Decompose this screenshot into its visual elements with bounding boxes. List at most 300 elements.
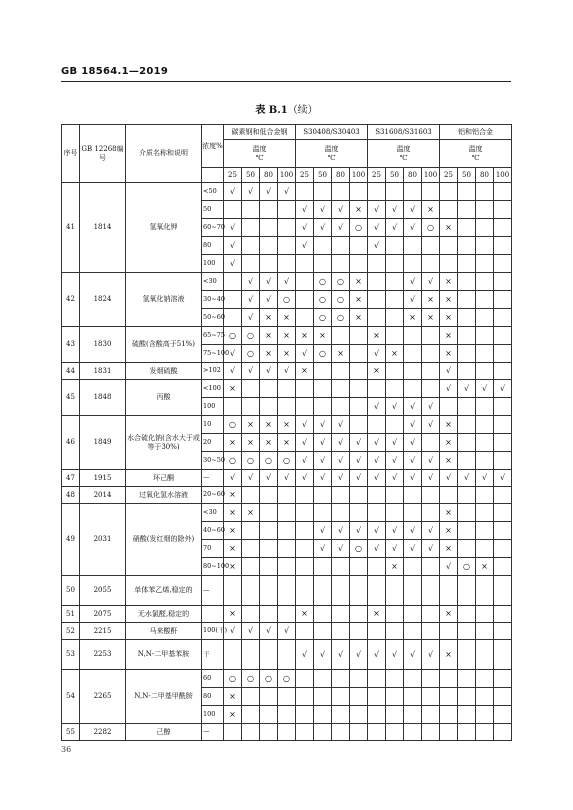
- resistance-mark-cell: [422, 327, 440, 345]
- resistance-mark-cell: [260, 558, 278, 576]
- resistance-mark-cell: [368, 416, 386, 434]
- resistance-mark-cell: [458, 183, 476, 201]
- resistance-mark-cell: [332, 688, 350, 706]
- resistance-mark-cell: [242, 380, 260, 398]
- resistance-mark-cell: √: [278, 273, 296, 291]
- resistance-mark-cell: ×: [368, 327, 386, 345]
- resistance-mark-cell: [350, 558, 368, 576]
- medium-cell: 硝酸(发红烟的除外): [126, 504, 202, 576]
- resistance-mark-cell: [368, 724, 386, 741]
- code-cell: 1915: [80, 470, 126, 487]
- code-cell: 2215: [80, 623, 126, 640]
- resistance-mark-cell: [350, 416, 368, 434]
- resistance-mark-cell: [494, 670, 512, 688]
- resistance-mark-cell: √: [350, 452, 368, 470]
- resistance-mark-cell: [278, 380, 296, 398]
- concentration-cell: 50~60: [202, 309, 224, 327]
- resistance-mark-cell: [350, 706, 368, 724]
- resistance-mark-cell: √: [386, 640, 404, 670]
- resistance-mark-cell: [494, 504, 512, 522]
- resistance-mark-cell: [242, 688, 260, 706]
- resistance-mark-cell: [494, 291, 512, 309]
- concentration-cell: 干: [202, 640, 224, 670]
- header-group-aluminum: 铝和铝合金: [440, 125, 512, 140]
- resistance-mark-cell: √: [224, 237, 242, 255]
- resistance-mark-cell: [296, 558, 314, 576]
- header-temperature-value: 50: [458, 168, 476, 183]
- medium-cell: 己醇: [126, 724, 202, 741]
- resistance-mark-cell: [458, 327, 476, 345]
- resistance-mark-cell: [494, 522, 512, 540]
- resistance-mark-cell: [296, 487, 314, 504]
- resistance-mark-cell: [278, 540, 296, 558]
- resistance-mark-cell: [458, 255, 476, 273]
- resistance-mark-cell: [260, 522, 278, 540]
- resistance-mark-cell: ×: [440, 291, 458, 309]
- resistance-mark-cell: [422, 576, 440, 606]
- resistance-mark-cell: [368, 558, 386, 576]
- resistance-mark-cell: ○: [458, 558, 476, 576]
- resistance-mark-cell: [296, 255, 314, 273]
- seq-cell: 47: [62, 470, 80, 487]
- temperature-label: 温度: [396, 145, 411, 154]
- resistance-mark-cell: √: [296, 452, 314, 470]
- resistance-mark-cell: [278, 706, 296, 724]
- resistance-mark-cell: √: [260, 273, 278, 291]
- resistance-mark-cell: [368, 706, 386, 724]
- medium-cell: N,N-二甲基苯胺: [126, 640, 202, 670]
- resistance-mark-cell: [332, 724, 350, 741]
- resistance-mark-cell: ×: [440, 345, 458, 363]
- resistance-mark-cell: [476, 623, 494, 640]
- resistance-mark-cell: [476, 540, 494, 558]
- resistance-mark-cell: [314, 688, 332, 706]
- temperature-unit: ℃: [255, 153, 264, 162]
- seq-cell: 46: [62, 416, 80, 470]
- resistance-mark-cell: [422, 363, 440, 380]
- resistance-mark-cell: [422, 255, 440, 273]
- resistance-mark-cell: √: [368, 452, 386, 470]
- resistance-mark-cell: [404, 327, 422, 345]
- resistance-mark-cell: √: [404, 201, 422, 219]
- resistance-mark-cell: [314, 487, 332, 504]
- resistance-mark-cell: ×: [224, 606, 242, 623]
- resistance-mark-cell: [368, 273, 386, 291]
- resistance-mark-cell: [386, 576, 404, 606]
- resistance-mark-cell: [242, 706, 260, 724]
- table-row: [62, 504, 512, 522]
- resistance-mark-cell: √: [332, 470, 350, 487]
- resistance-mark-cell: [350, 504, 368, 522]
- resistance-mark-cell: ×: [422, 291, 440, 309]
- resistance-mark-cell: [458, 670, 476, 688]
- temperature-label: 温度: [468, 145, 483, 154]
- concentration-cell: <30: [202, 273, 224, 291]
- resistance-mark-cell: [224, 640, 242, 670]
- resistance-mark-cell: [224, 724, 242, 741]
- resistance-mark-cell: [368, 309, 386, 327]
- resistance-mark-cell: ○: [224, 452, 242, 470]
- resistance-mark-cell: ×: [278, 345, 296, 363]
- concentration-cell: 30~40: [202, 291, 224, 309]
- code-cell: 1848: [80, 380, 126, 416]
- resistance-mark-cell: √: [404, 434, 422, 452]
- table-row: [62, 470, 512, 487]
- resistance-mark-cell: √: [368, 470, 386, 487]
- resistance-mark-cell: √: [242, 273, 260, 291]
- resistance-mark-cell: [494, 309, 512, 327]
- resistance-mark-cell: √: [404, 470, 422, 487]
- resistance-mark-cell: ×: [440, 522, 458, 540]
- resistance-mark-cell: [242, 540, 260, 558]
- resistance-mark-cell: ×: [224, 380, 242, 398]
- resistance-mark-cell: [260, 255, 278, 273]
- resistance-mark-cell: √: [314, 452, 332, 470]
- concentration-cell: 100: [202, 706, 224, 724]
- resistance-mark-cell: ×: [296, 363, 314, 380]
- resistance-mark-cell: [368, 255, 386, 273]
- resistance-mark-cell: [494, 706, 512, 724]
- resistance-mark-cell: ○: [224, 670, 242, 688]
- header-group-s30408: S30408/S30403: [296, 125, 368, 140]
- resistance-mark-cell: [404, 363, 422, 380]
- resistance-mark-cell: √: [260, 470, 278, 487]
- resistance-mark-cell: [260, 504, 278, 522]
- resistance-mark-cell: √: [368, 540, 386, 558]
- resistance-mark-cell: [296, 380, 314, 398]
- resistance-mark-cell: √: [296, 470, 314, 487]
- code-cell: 2282: [80, 724, 126, 741]
- resistance-mark-cell: ×: [422, 201, 440, 219]
- table-title: [0, 101, 573, 116]
- resistance-mark-cell: √: [296, 219, 314, 237]
- seq-cell: 50: [62, 576, 80, 606]
- seq-cell: 41: [62, 183, 80, 273]
- resistance-mark-cell: [422, 183, 440, 201]
- resistance-mark-cell: ○: [260, 670, 278, 688]
- resistance-mark-cell: [386, 416, 404, 434]
- resistance-mark-cell: [476, 434, 494, 452]
- resistance-mark-cell: √: [260, 291, 278, 309]
- resistance-mark-cell: [404, 606, 422, 623]
- table-row: [62, 724, 512, 741]
- resistance-mark-cell: [242, 487, 260, 504]
- resistance-mark-cell: √: [224, 255, 242, 273]
- resistance-mark-cell: [368, 487, 386, 504]
- resistance-mark-cell: √: [494, 380, 512, 398]
- resistance-mark-cell: [476, 487, 494, 504]
- resistance-mark-cell: [476, 706, 494, 724]
- resistance-mark-cell: [332, 327, 350, 345]
- header-temperature-value: 80: [404, 168, 422, 183]
- table-row: [62, 576, 512, 606]
- resistance-mark-cell: [404, 237, 422, 255]
- concentration-cell: 65~75: [202, 327, 224, 345]
- resistance-mark-cell: [476, 724, 494, 741]
- resistance-mark-cell: ×: [224, 688, 242, 706]
- resistance-mark-cell: √: [386, 219, 404, 237]
- resistance-mark-cell: ×: [440, 640, 458, 670]
- resistance-mark-cell: [278, 487, 296, 504]
- resistance-mark-cell: √: [404, 273, 422, 291]
- concentration-cell: 80: [202, 237, 224, 255]
- resistance-mark-cell: [404, 623, 422, 640]
- resistance-mark-cell: √: [440, 380, 458, 398]
- medium-cell: 马来酸酐: [126, 623, 202, 640]
- resistance-mark-cell: ×: [260, 309, 278, 327]
- concentration-cell: >102: [202, 363, 224, 380]
- resistance-mark-cell: [350, 327, 368, 345]
- resistance-mark-cell: [494, 201, 512, 219]
- resistance-mark-cell: √: [332, 434, 350, 452]
- resistance-mark-cell: ×: [260, 416, 278, 434]
- seq-cell: 51: [62, 606, 80, 623]
- concentration-cell: <100: [202, 380, 224, 398]
- table-row: [62, 670, 512, 688]
- resistance-mark-cell: [422, 434, 440, 452]
- resistance-mark-cell: [332, 380, 350, 398]
- resistance-mark-cell: [260, 540, 278, 558]
- resistance-mark-cell: √: [278, 470, 296, 487]
- resistance-mark-cell: ○: [332, 309, 350, 327]
- resistance-mark-cell: ×: [260, 345, 278, 363]
- resistance-mark-cell: [494, 183, 512, 201]
- resistance-mark-cell: [224, 398, 242, 416]
- resistance-mark-cell: √: [260, 623, 278, 640]
- resistance-mark-cell: [422, 706, 440, 724]
- header-concentration: 浓度%: [202, 125, 224, 168]
- header-group-s31608: S31608/S31603: [368, 125, 440, 140]
- resistance-mark-cell: [404, 706, 422, 724]
- resistance-mark-cell: √: [314, 219, 332, 237]
- resistance-mark-cell: √: [350, 470, 368, 487]
- resistance-mark-cell: ○: [350, 540, 368, 558]
- resistance-mark-cell: [440, 724, 458, 741]
- resistance-mark-cell: [386, 504, 404, 522]
- resistance-mark-cell: [458, 398, 476, 416]
- resistance-mark-cell: [386, 380, 404, 398]
- resistance-mark-cell: √: [260, 363, 278, 380]
- resistance-mark-cell: [440, 487, 458, 504]
- resistance-mark-cell: [386, 487, 404, 504]
- resistance-mark-cell: √: [440, 558, 458, 576]
- resistance-mark-cell: ○: [332, 273, 350, 291]
- resistance-mark-cell: [368, 291, 386, 309]
- resistance-mark-cell: [494, 273, 512, 291]
- resistance-mark-cell: [386, 363, 404, 380]
- resistance-mark-cell: [476, 398, 494, 416]
- code-cell: 1830: [80, 327, 126, 363]
- resistance-mark-cell: [278, 504, 296, 522]
- table-title-continued: （续）: [287, 105, 318, 116]
- resistance-mark-cell: ×: [224, 434, 242, 452]
- resistance-mark-cell: [440, 623, 458, 640]
- header-divider: [61, 81, 511, 82]
- resistance-mark-cell: [350, 724, 368, 741]
- resistance-mark-cell: √: [314, 522, 332, 540]
- resistance-mark-cell: [242, 640, 260, 670]
- resistance-mark-cell: [332, 606, 350, 623]
- medium-cell: 氢氧化钾: [126, 183, 202, 273]
- resistance-mark-cell: [242, 201, 260, 219]
- resistance-mark-cell: ×: [260, 327, 278, 345]
- resistance-mark-cell: ×: [386, 345, 404, 363]
- resistance-mark-cell: [260, 706, 278, 724]
- header-temperature-value: 25: [368, 168, 386, 183]
- resistance-mark-cell: [404, 345, 422, 363]
- resistance-mark-cell: √: [422, 273, 440, 291]
- concentration-cell: 100: [202, 398, 224, 416]
- resistance-mark-cell: [386, 237, 404, 255]
- resistance-mark-cell: [224, 576, 242, 606]
- resistance-mark-cell: [476, 345, 494, 363]
- header-temperature-value: 50: [314, 168, 332, 183]
- resistance-mark-cell: √: [314, 201, 332, 219]
- code-cell: 1814: [80, 183, 126, 273]
- resistance-mark-cell: [494, 724, 512, 741]
- resistance-mark-cell: [332, 706, 350, 724]
- resistance-mark-cell: [476, 291, 494, 309]
- concentration-cell: 20~60: [202, 487, 224, 504]
- resistance-mark-cell: √: [332, 640, 350, 670]
- header-temperature-value: 100: [422, 168, 440, 183]
- resistance-mark-cell: [350, 183, 368, 201]
- resistance-mark-cell: [494, 452, 512, 470]
- resistance-mark-cell: [404, 670, 422, 688]
- resistance-mark-cell: [350, 345, 368, 363]
- temperature-unit: ℃: [327, 153, 336, 162]
- resistance-mark-cell: [278, 201, 296, 219]
- resistance-mark-cell: [260, 380, 278, 398]
- resistance-mark-cell: [224, 201, 242, 219]
- resistance-mark-cell: [314, 504, 332, 522]
- resistance-mark-cell: [296, 273, 314, 291]
- resistance-mark-cell: [404, 558, 422, 576]
- resistance-mark-cell: √: [368, 522, 386, 540]
- resistance-mark-cell: [440, 688, 458, 706]
- resistance-mark-cell: ○: [260, 452, 278, 470]
- resistance-mark-cell: ×: [386, 558, 404, 576]
- code-cell: 2031: [80, 504, 126, 576]
- resistance-mark-cell: [494, 219, 512, 237]
- code-cell: 1824: [80, 273, 126, 327]
- resistance-mark-cell: ○: [242, 327, 260, 345]
- resistance-mark-cell: ○: [314, 345, 332, 363]
- resistance-mark-cell: √: [296, 201, 314, 219]
- resistance-mark-cell: [368, 688, 386, 706]
- resistance-mark-cell: [440, 670, 458, 688]
- resistance-mark-cell: √: [368, 201, 386, 219]
- resistance-mark-cell: ×: [440, 416, 458, 434]
- resistance-mark-cell: [458, 706, 476, 724]
- resistance-mark-cell: [278, 398, 296, 416]
- resistance-mark-cell: [422, 606, 440, 623]
- resistance-mark-cell: [242, 724, 260, 741]
- concentration-cell: 50: [202, 201, 224, 219]
- resistance-mark-cell: [224, 273, 242, 291]
- resistance-mark-cell: [368, 576, 386, 606]
- resistance-mark-cell: [422, 724, 440, 741]
- resistance-mark-cell: ×: [224, 504, 242, 522]
- resistance-mark-cell: [350, 576, 368, 606]
- resistance-mark-cell: [260, 606, 278, 623]
- resistance-mark-cell: [494, 416, 512, 434]
- resistance-mark-cell: ×: [314, 327, 332, 345]
- resistance-mark-cell: [260, 487, 278, 504]
- resistance-mark-cell: ×: [350, 291, 368, 309]
- resistance-mark-cell: √: [332, 452, 350, 470]
- resistance-mark-cell: √: [422, 416, 440, 434]
- header-temperature-value: 80: [260, 168, 278, 183]
- resistance-mark-cell: ○: [422, 219, 440, 237]
- temperature-unit: ℃: [399, 153, 408, 162]
- resistance-mark-cell: √: [296, 640, 314, 670]
- resistance-mark-cell: [458, 452, 476, 470]
- table-title-label: 表 B.1: [255, 105, 288, 116]
- resistance-mark-cell: [476, 183, 494, 201]
- resistance-mark-cell: √: [404, 540, 422, 558]
- resistance-mark-cell: [314, 606, 332, 623]
- resistance-mark-cell: √: [440, 363, 458, 380]
- concentration-cell: 80: [202, 688, 224, 706]
- code-cell: 1831: [80, 363, 126, 380]
- code-cell: 2075: [80, 606, 126, 623]
- resistance-mark-cell: [494, 345, 512, 363]
- resistance-mark-cell: [494, 558, 512, 576]
- resistance-mark-cell: [314, 724, 332, 741]
- resistance-mark-cell: √: [260, 183, 278, 201]
- resistance-mark-cell: [278, 724, 296, 741]
- resistance-mark-cell: [458, 237, 476, 255]
- resistance-mark-cell: [476, 688, 494, 706]
- resistance-mark-cell: √: [458, 470, 476, 487]
- resistance-mark-cell: √: [296, 434, 314, 452]
- resistance-mark-cell: [386, 273, 404, 291]
- resistance-mark-cell: [350, 363, 368, 380]
- resistance-mark-cell: [494, 688, 512, 706]
- resistance-mark-cell: [386, 327, 404, 345]
- resistance-mark-cell: [476, 273, 494, 291]
- concentration-cell: <50: [202, 183, 224, 201]
- resistance-mark-cell: √: [404, 219, 422, 237]
- resistance-mark-cell: √: [332, 416, 350, 434]
- resistance-mark-cell: [386, 688, 404, 706]
- resistance-mark-cell: [332, 398, 350, 416]
- resistance-mark-cell: [332, 487, 350, 504]
- resistance-mark-cell: [278, 688, 296, 706]
- resistance-mark-cell: √: [242, 183, 260, 201]
- resistance-mark-cell: [494, 398, 512, 416]
- header-medium: 介质名称和说明: [126, 125, 202, 183]
- resistance-mark-cell: [494, 540, 512, 558]
- concentration-cell: 10: [202, 416, 224, 434]
- resistance-mark-cell: [404, 724, 422, 741]
- resistance-mark-cell: ×: [440, 606, 458, 623]
- resistance-mark-cell: √: [386, 201, 404, 219]
- resistance-mark-cell: ×: [224, 706, 242, 724]
- resistance-mark-cell: [314, 670, 332, 688]
- concentration-cell: 60: [202, 670, 224, 688]
- resistance-mark-cell: √: [422, 540, 440, 558]
- resistance-mark-cell: [314, 576, 332, 606]
- resistance-mark-cell: ○: [278, 291, 296, 309]
- resistance-mark-cell: ×: [350, 201, 368, 219]
- resistance-mark-cell: ×: [224, 558, 242, 576]
- resistance-mark-cell: [404, 504, 422, 522]
- resistance-mark-cell: √: [332, 201, 350, 219]
- resistance-mark-cell: [350, 255, 368, 273]
- table-row: [62, 416, 512, 434]
